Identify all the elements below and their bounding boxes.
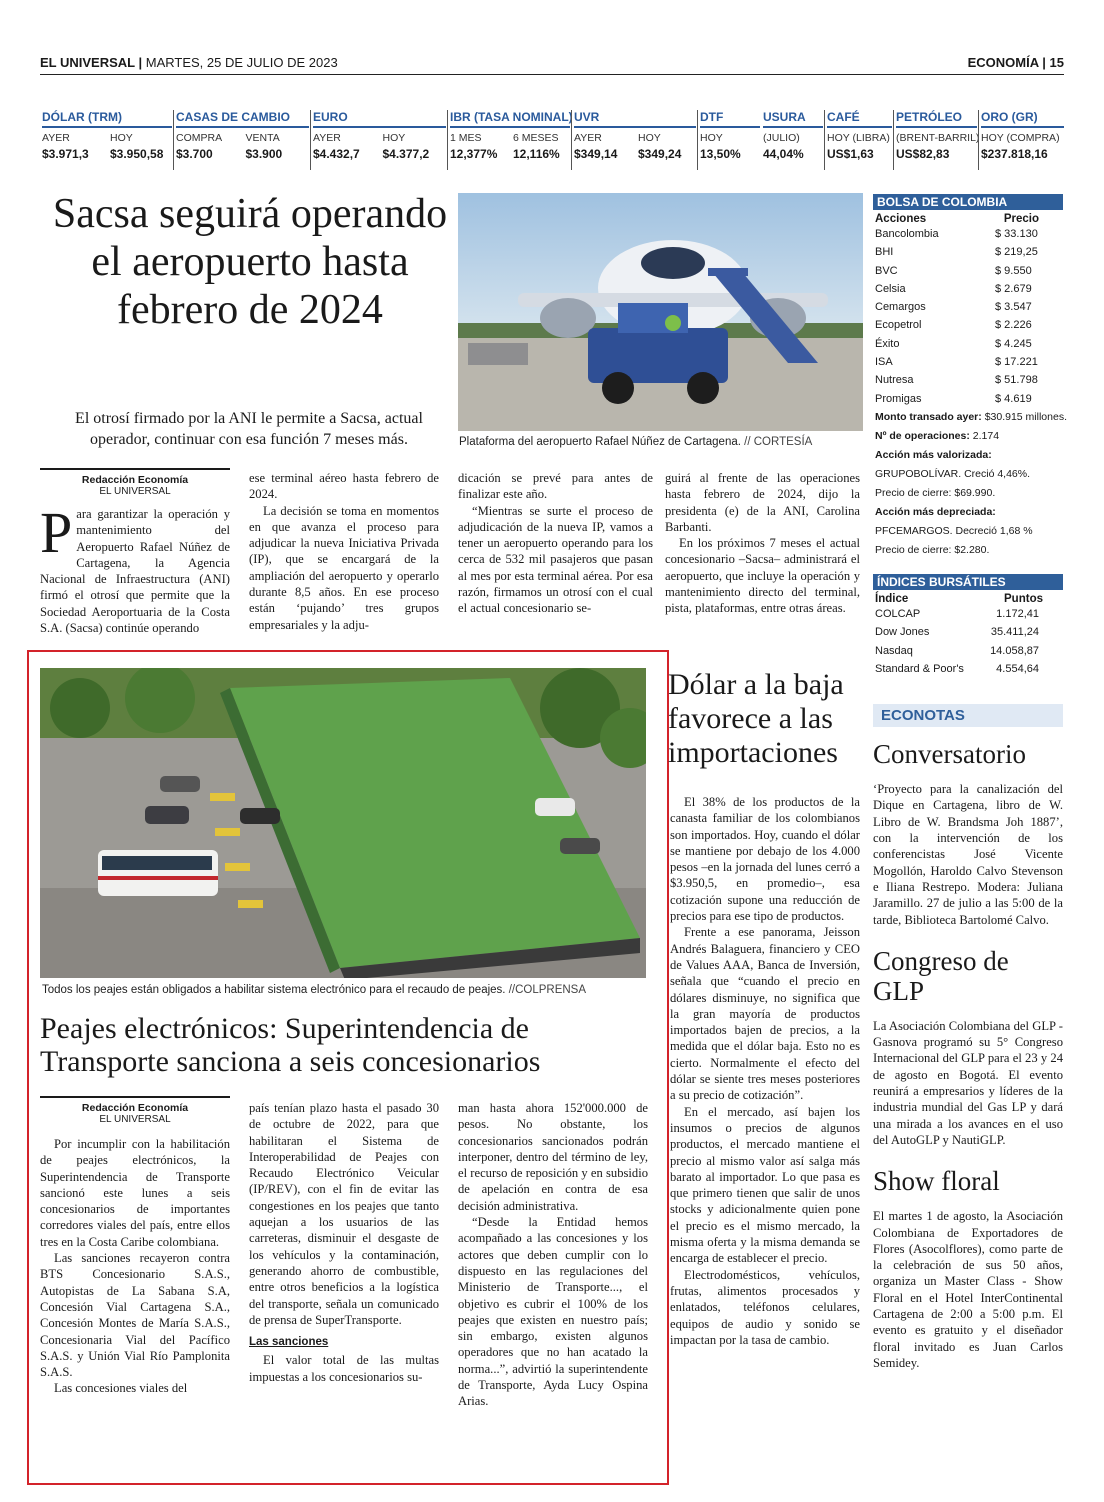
indices-col-headers: Índice Puntos [875, 592, 1043, 605]
lead-col-3: dicación se prevé para antes de finalizar este año. “Mientras se surte el proceso de adjudicación de la nueva IP, vamos a tener un aeropuerto operando para los cerca de 532 mil pasajeros que pasan al mes por esta terminal aérea. Por esa razón, firmamos un otrosí con el cual el actual concesionario se- [458, 471, 653, 616]
ticker-dolar: DÓLAR (TRM) AYER HOY $3.971,3 $3.950,58 [40, 110, 172, 170]
index-row: Standard & Poor's 4.554,64 [875, 662, 1039, 675]
stock-row: Nutresa $ 51.798 [875, 374, 1038, 387]
bolsa-col-headers: Acciones Precio [875, 213, 1039, 225]
ticker-euro: EURO AYER HOY $4.432,7 $4.377,2 [310, 110, 446, 170]
index-row: COLCAP 1.172,41 [875, 607, 1039, 620]
mas-depreciada-price: Precio de cierre: $2.280. [875, 543, 990, 556]
peajes-col-1: Por incumplir con la habilitación de peajes electrónicos, la Superintendencia de Transporte sancionó este lunes a seis concesionarios de importantes corredores viales del país, entre ellos tres en la Costa Caribe colombiana. Las sanciones recayeron contra BTS Concesionario S.A.S., Autopistas de La Sabana S.A, Concesión Vial Cartagena S.A., Concesión Montes de María S.A.S., Concesionaria Vial del Pacífico S.A.S. y Unión Vial Río Pamplonita S.A.S. Las concesiones viales del [40, 1137, 230, 1396]
dropcap: P [40, 500, 73, 565]
stock-row: ISA $ 17.221 [875, 356, 1038, 369]
section-name: ECONOMÍA [967, 55, 1039, 70]
dolar-body: El 38% de los productos de la canasta familiar de los colombianos son importados. Hoy, cuando el dólar se mantiene por debajo de los 4.000 pesos –en la jornada del lunes cerró a $3.950,5, en promedio–, esa cotización supone una reducción de precios para ese tipo de productos. Frente a ese panorama, Jeisson Andrés Balaguera, financiero y CEO de Values AAA, Banca de Inversión, señala que “cuando el precio en dólares disminuye, no significa que la gran mayoría de productos importados bajen de precios, a la medida que el dólar baja. Esto no es cierto. Normalmente el efecto del dólar se siente tres meses posteriores a su precio de cotización”. En el mercado, así bajen los insumos o precios de algunos productos, el mercado mantiene el precio al mismo valor así salga más barato al importador. Lo que pasa es que primero tienen que salir de unos stocks y adicionalmente quien pone el precio es el mismo mercado, la misma oferta y la misma demanda se encarga de establecer el precio. Electrodomésticos, vehículos, frutas, alimentos procesados y enlatados, teléfonos celulares, equipos de audio y sonido se impactan por la tasa de cambio. [670, 795, 860, 1347]
econota-title: Congreso de GLP [873, 945, 1009, 1006]
index-row: Nasdaq 14.058,87 [875, 644, 1039, 657]
mas-depreciada-label: Acción más depreciada: [875, 505, 996, 518]
issue-date: MARTES, 25 DE JULIO DE 2023 [145, 55, 338, 70]
econota-body: El martes 1 de agosto, la Asociación Colombiana de Exportadores de Flores (Asocolflores), como parte de la celebración de sus 50 años, organiza un Master Class - Show Floral en el Hotel InterContinental Cartagena de 2:00 a 5:00 p.m. El evento es gratuito y el diseñador floral invitado es Juan Carlos Semidey. [873, 1209, 1063, 1370]
indices-title: ÍNDICES BURSÁTILES [873, 574, 1063, 590]
ticker-cafe: CAFÉ HOY (LIBRA) US$1,63 [824, 110, 892, 170]
mas-valorizada-name: GRUPOBOLÍVAR. Creció 4,46%. [875, 467, 1031, 480]
peajes-byline: Redacción Economía EL UNIVERSAL [40, 1096, 230, 1125]
newspaper-name: EL UNIVERSAL [40, 55, 135, 70]
dolar-headline: Dólar a la baja favorece a las importaciones [668, 668, 844, 769]
section-label: ECONOMÍA | 15 [967, 55, 1064, 70]
econotas-label: ECONOTAS [873, 704, 1063, 727]
peajes-col-2: país tenían plazo hasta el pasado 30 de octubre de 2022, para que habilitaran el Sistema de Interoperabilidad de Peajes con Recaudo Electrónico Veicular (IP/REV), con el fin de evitar las congestiones en los peajes que tanto aquejan a los usuarios de las carreteras, disminuir el desgaste de los vehículos y la contaminación, generando ahorro de combustible, entre otros beneficios a la logística del transporte, señala un comunicado de prensa de SuperTransporte. Las sanciones El valor total de las multas impuestas a los concesionarios su- [249, 1101, 439, 1384]
airport-photo-caption: Plataforma del aeropuerto Rafael Núñez de Cartagena. // CORTESÍA [459, 436, 813, 448]
airport-photo [458, 193, 863, 431]
stock-row: Promigas $ 4.619 [875, 392, 1032, 405]
bolsa-title: BOLSA DE COLOMBIA [873, 194, 1063, 210]
econota-conversatorio [873, 739, 1063, 928]
highlight-box [27, 650, 669, 1485]
ticker-oro: ORO (GR) HOY (COMPRA) $237.818,16 [978, 110, 1064, 170]
market-sidebar [873, 194, 1067, 1371]
ticker-uvr: UVR AYER HOY $349,14 $349,24 [571, 110, 696, 170]
ticker-usura: USURA (JULIO) 44,04% [761, 110, 823, 170]
lead-byline: Redacción Economía EL UNIVERSAL [40, 468, 230, 497]
masthead: EL UNIVERSAL | MARTES, 25 DE JULIO DE 2023 [40, 55, 338, 70]
lead-headline: Sacsa seguirá operando el aeropuerto hasta febrero de 2024 [52, 191, 448, 333]
ticker-petroleo: PETRÓLEO (BRENT-BARRIL) US$82,83 [893, 110, 977, 170]
stock-row: BHI $ 219,25 [875, 246, 1038, 259]
econota-congreso-glp [873, 946, 1063, 1148]
header-rule [40, 74, 1064, 75]
airport-photo-illustration [458, 193, 863, 431]
stock-row: Celsia $ 2.679 [875, 282, 1032, 295]
ticker-ibr: IBR (TASA NOMINAL) 1 MES 6 MESES 12,377% 12,116% [447, 110, 570, 170]
econota-show-floral [873, 1166, 1063, 1371]
mas-depreciada-name: PFCEMARGOS. Decreció 1,68 % [875, 524, 1033, 537]
bolsa-table [873, 225, 1063, 408]
stock-row: Cemargos $ 3.547 [875, 301, 1032, 314]
toll-photo-caption: Todos los peajes están obligados a habilitar sistema electrónico para el recaudo de peajes. //COLPRENSA [42, 984, 587, 996]
econota-title: Show floral [873, 1166, 1000, 1197]
lead-deck: El otrosí firmado por la ANI le permite a Sacsa, actual operador, continuar con esa función 7 meses más. [75, 410, 423, 448]
ticker-casas-cambio: CASAS DE CAMBIO COMPRA VENTA $3.700 $3.900 [173, 110, 309, 170]
market-ticker [40, 110, 1064, 170]
stock-row: BVC $ 9.550 [875, 264, 1032, 277]
monto-transado: Monto transado ayer: $30.915 millones. [875, 410, 1067, 423]
indices-table [873, 605, 1063, 678]
econota-body: La Asociación Colombiana del GLP - Gasnova programó su 5° Congreso Internacional del GLP para el 23 y 24 de agosto en Bogotá. El evento reunirá a empresarios y líderes de la industria mundial del Gas LP y dará una mirada a los avances en el uso del AutoGLP y NautiGLP. [873, 1018, 1063, 1147]
peajes-subhead: Las sanciones [249, 1336, 329, 1349]
numero-operaciones: Nº de operaciones: 2.174 [875, 429, 1000, 442]
stock-row: Bancolombia $ 33.130 [875, 228, 1038, 240]
lead-col-1: P ara garantizar la operación y mantenimiento del Aeropuerto Rafael Núñez de Cartagena, la Agencia Nacional de Infraestructura (ANI) firmó el otrosí que permite que la Sociedad Aeroportuaria de la Costa S.A. (Sacsa) continúe operando [40, 500, 230, 636]
page-number: 15 [1049, 55, 1064, 70]
econota-body: ‘Proyecto para la canalización del Dique en Cartagena, libro de W. Libro de W. Brandsma Joh 1887’, con la intervención de los conferencistas José Vicente Mogollón, Haroldo Calvo Stevenson e Iliana Restrepo. Modera: Juliana Jaramillo. 27 de julio a las 5:00 de la tarde, Biblioteca Bartolomé Calvo. [873, 782, 1063, 927]
econota-title: Conversatorio [873, 739, 1026, 770]
stock-row: Ecopetrol $ 2.226 [875, 319, 1032, 332]
stock-row: Éxito $ 4.245 [875, 337, 1032, 350]
index-row: Dow Jones 35.411,24 [875, 626, 1039, 639]
mas-valorizada-label: Acción más valorizada: [875, 448, 992, 461]
lead-col-2: ese terminal aéreo hasta febrero de 2024. La decisión se toma en momentos en que avanza el proceso para adjudicar la nueva Iniciativa Privada (IP), que se encargará de la ampliación del aeropuerto y operarlo durante 8,5 años. En ese proceso están ‘pujando’ tres grupos empresariales y la adju- [249, 471, 439, 632]
peajes-col-3: man hasta ahora 152'000.000 de pesos. No obstante, los concesionarios sancionados podrán interponer, dentro del término de ley, el recurso de reposición y en subsidio de apelación en contra de esa decisión administrativa. “Desde la Entidad hemos acompañado a las concesiones y los actores que deben cumplir con lo dispuesto en las regulaciones del Ministerio de Transporte..., el objetivo es cubrir el 100% de los peajes que existen en nuestro país; sin embargo, existen algunos operadores que no han acatado la norma...”, advirtió la superintendente de Transporte, Ayda Lucy Ospina Arias. [458, 1101, 648, 1409]
lead-col-4: guirá al frente de las operaciones hasta febrero de 2024, dijo la presidenta (e) de la ANI, Carolina Barbanti. En los próximos 7 meses el actual concesionario –Sacsa– administrará el aeropuerto, que incluye la operación y mantenimiento directo del terminal, pista, plataformas, entre otras áreas. [665, 471, 860, 616]
mas-valorizada-price: Precio de cierre: $69.990. [875, 486, 996, 499]
ticker-dtf: DTF HOY 13,50% [697, 110, 760, 170]
peajes-headline: Peajes electrónicos: Superintendencia de Transporte sanciona a seis concesionarios [40, 1012, 541, 1078]
